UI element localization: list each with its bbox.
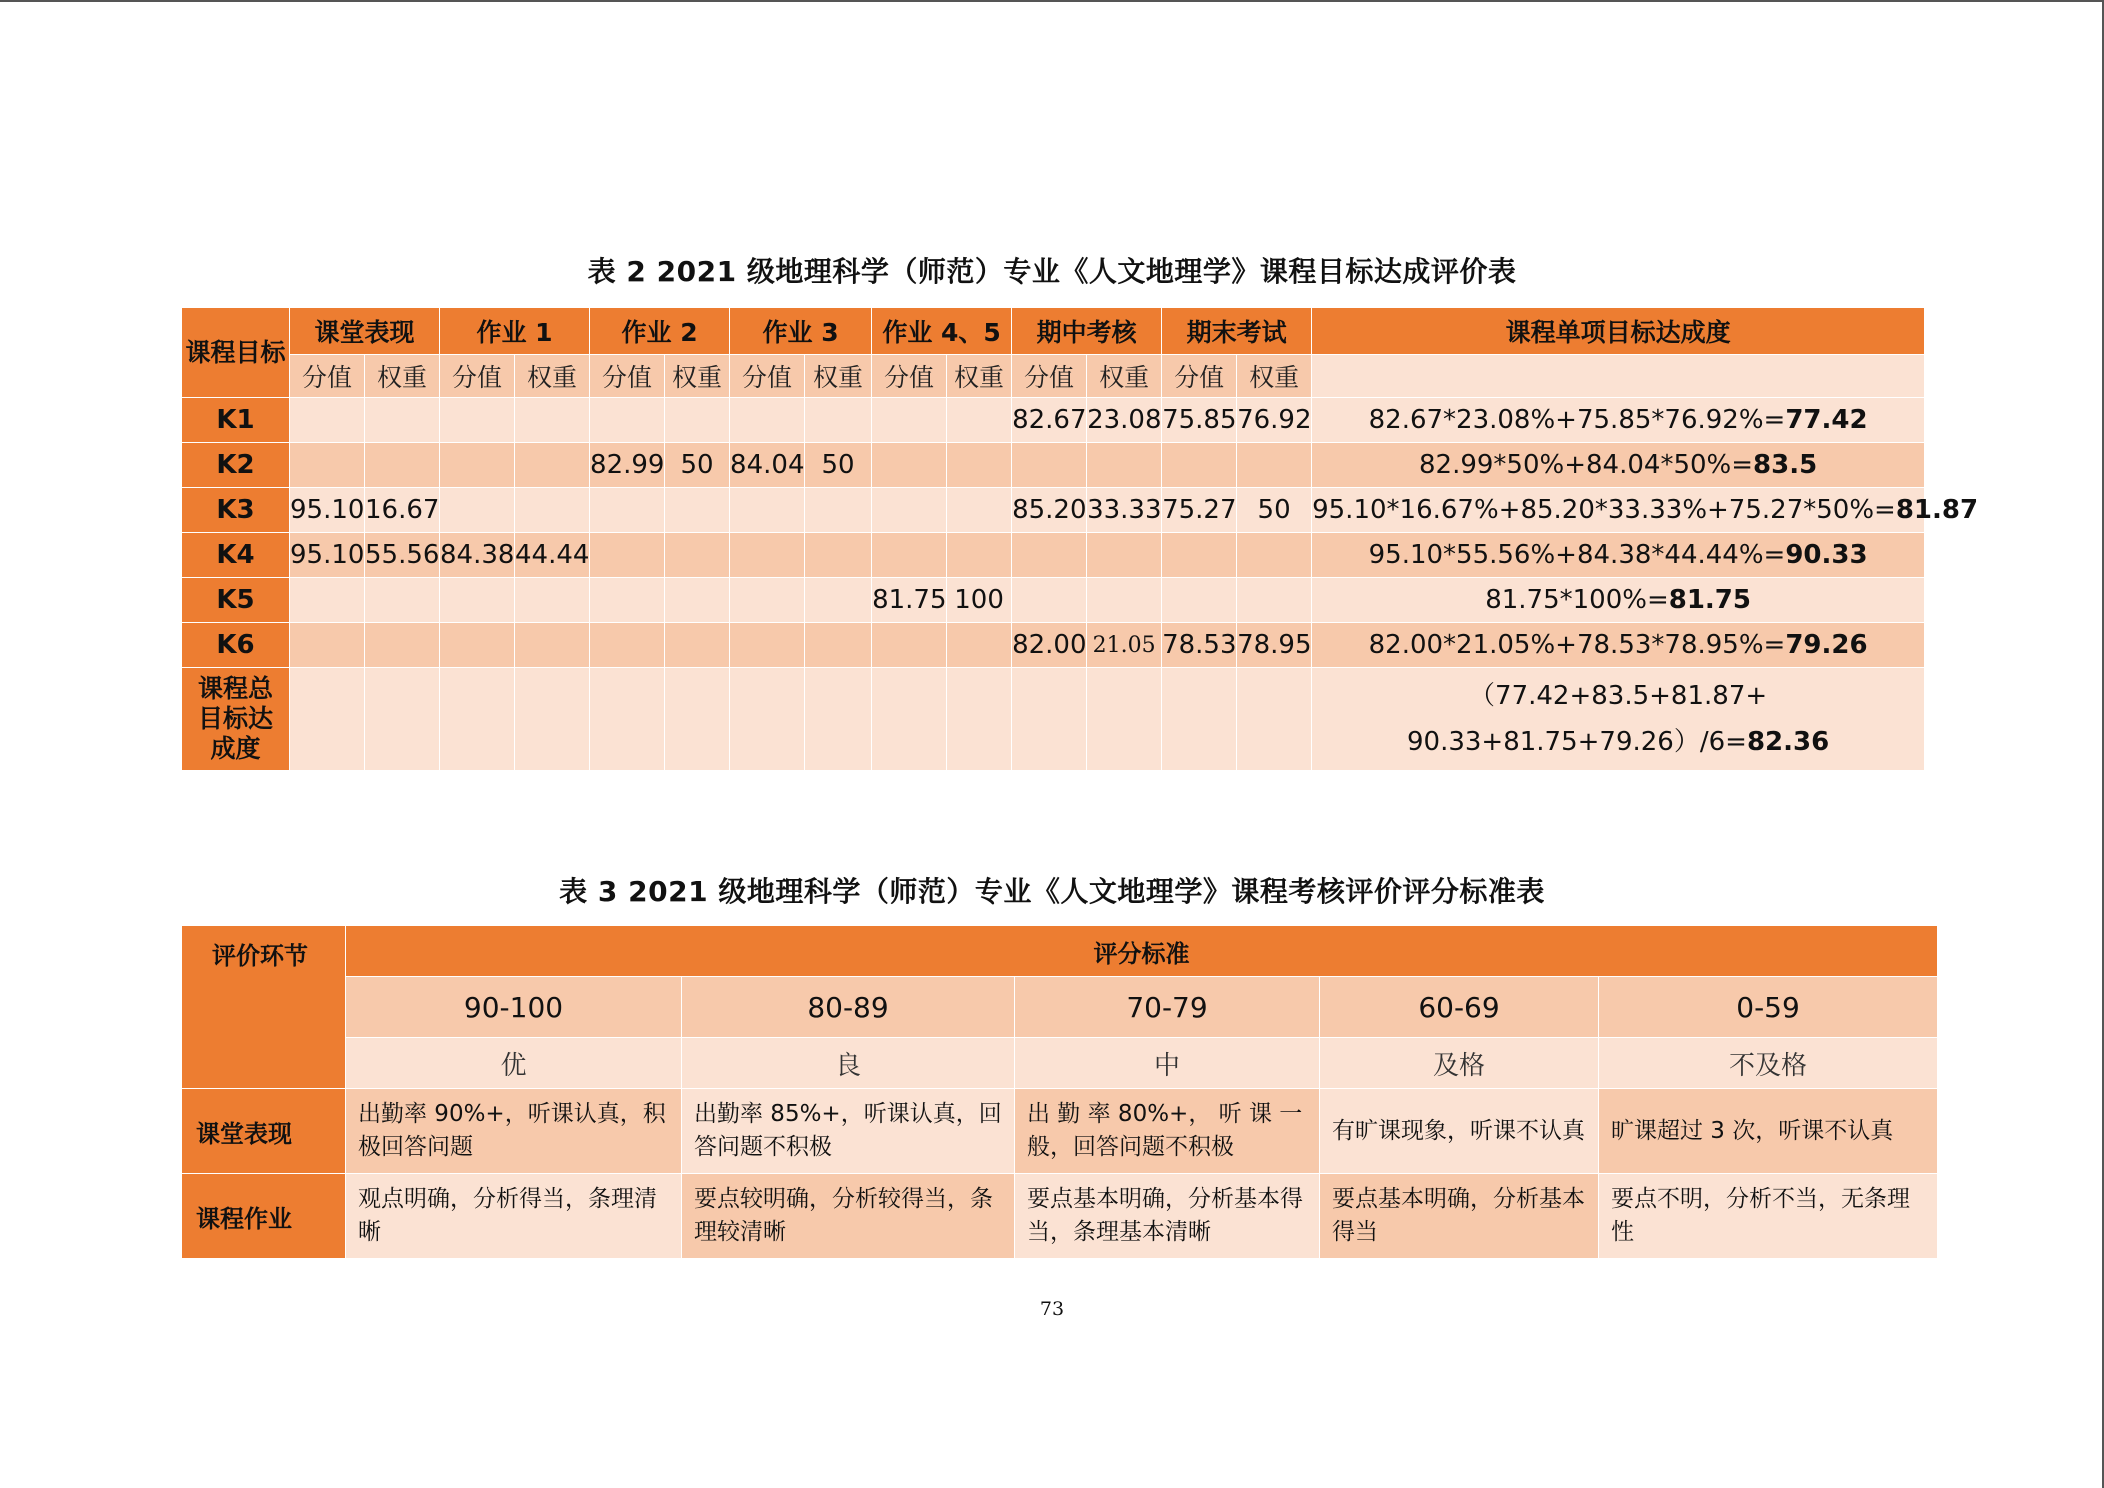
score-cell: [730, 623, 805, 668]
score-cell: [805, 398, 872, 443]
row-label: K4: [182, 533, 290, 578]
score-cell: [290, 578, 365, 623]
score-cell: [872, 398, 947, 443]
score-cell: [590, 398, 665, 443]
criteria-cell: 有旷课现象，听课不认真: [1320, 1089, 1599, 1174]
score-cell: [515, 578, 590, 623]
sub-header: 分值: [730, 355, 805, 398]
total-achievement: （77.42+83.5+81.87+ 90.33+81.75+79.26）/6=82.36: [1312, 668, 1925, 771]
group-header-hw2: 作业 2: [590, 308, 730, 355]
eval-stage-label: 课程作业: [182, 1174, 346, 1259]
score-cell: [440, 623, 515, 668]
score-cell: [665, 623, 730, 668]
row-label: K6: [182, 623, 290, 668]
score-cell: [730, 578, 805, 623]
score-range: 90-100: [346, 977, 682, 1038]
score-cell: [365, 443, 440, 488]
score-cell: [1087, 533, 1162, 578]
score-cell: 78.53: [1162, 623, 1237, 668]
grade-label: 不及格: [1599, 1038, 1938, 1089]
score-cell: 75.85: [1162, 398, 1237, 443]
score-cell: 82.67: [1012, 398, 1087, 443]
row-label: K3: [182, 488, 290, 533]
achievement-cell: 82.00*21.05%+78.53*78.95%=79.26: [1312, 623, 1925, 668]
criteria-cell: 要点不明，分析不当，无条理性: [1599, 1174, 1938, 1259]
score-cell: [440, 578, 515, 623]
score-cell: 23.08: [1087, 398, 1162, 443]
table-row: [182, 398, 1925, 443]
score-cell: 50: [805, 443, 872, 488]
eval-stage-label: 课堂表现: [182, 1089, 346, 1174]
score-cell: [590, 488, 665, 533]
achievement-cell: 81.75*100%=81.75: [1312, 578, 1925, 623]
sub-header: 权重: [365, 355, 440, 398]
score-cell: [440, 488, 515, 533]
score-cell: 44.44: [515, 533, 590, 578]
row-label: K5: [182, 578, 290, 623]
score-cell: 55.56: [365, 533, 440, 578]
score-cell: 85.20: [1012, 488, 1087, 533]
table-row: [182, 1089, 1938, 1174]
score-cell: [590, 623, 665, 668]
score-cell: [665, 488, 730, 533]
score-cell: 50: [665, 443, 730, 488]
score-cell: [872, 533, 947, 578]
group-header-hw3: 作业 3: [730, 308, 872, 355]
score-cell: [872, 623, 947, 668]
score-cell: [440, 443, 515, 488]
score-cell: [590, 533, 665, 578]
grade-label: 良: [682, 1038, 1015, 1089]
group-header-final: 期末考试: [1162, 308, 1312, 355]
table-row: [182, 623, 1925, 668]
group-header-hw1: 作业 1: [440, 308, 590, 355]
score-range: 80-89: [682, 977, 1015, 1038]
corner-header: 课程目标: [182, 308, 290, 398]
score-cell: [805, 533, 872, 578]
score-cell: 84.38: [440, 533, 515, 578]
score-cell: [1237, 533, 1312, 578]
score-range: 70-79: [1015, 977, 1320, 1038]
sub-header: 权重: [665, 355, 730, 398]
achievement-cell: 95.10*16.67%+85.20*33.33%+75.27*50%=81.87: [1312, 488, 1925, 533]
score-cell: [947, 398, 1012, 443]
achievement-table: [181, 307, 1979, 771]
sub-header: 分值: [872, 355, 947, 398]
score-cell: [947, 488, 1012, 533]
score-cell: [590, 578, 665, 623]
row-label: K1: [182, 398, 290, 443]
criteria-cell: 要点基本明确，分析基本得当，条理基本清晰: [1015, 1174, 1320, 1259]
score-cell: [290, 623, 365, 668]
table-row: [182, 533, 1925, 578]
sub-header: 分值: [290, 355, 365, 398]
score-cell: [1162, 533, 1237, 578]
grade-label: 及格: [1320, 1038, 1599, 1089]
score-cell: 78.95: [1237, 623, 1312, 668]
table-row: [182, 578, 1925, 623]
score-cell: [665, 533, 730, 578]
score-cell: 100: [947, 578, 1012, 623]
score-cell: 95.10: [290, 488, 365, 533]
group-header-hw45: 作业 4、5: [872, 308, 1012, 355]
criteria-cell: 出 勤 率 80%+， 听 课 一般，回答问题不积极: [1015, 1089, 1320, 1174]
score-cell: [515, 623, 590, 668]
score-cell: [730, 488, 805, 533]
score-cell: [290, 443, 365, 488]
score-cell: [665, 398, 730, 443]
criteria-header: 评分标准: [346, 926, 1938, 977]
score-cell: [805, 623, 872, 668]
sub-header: 分值: [590, 355, 665, 398]
criteria-cell: 出勤率 90%+，听课认真，积极回答问题: [346, 1089, 682, 1174]
achievement-cell: 82.99*50%+84.04*50%=83.5: [1312, 443, 1925, 488]
achievement-cell: 95.10*55.56%+84.38*44.44%=90.33: [1312, 533, 1925, 578]
score-cell: [1087, 578, 1162, 623]
row-label: K2: [182, 443, 290, 488]
score-cell: [665, 578, 730, 623]
page-number: 73: [1039, 1298, 1065, 1320]
score-cell: [365, 578, 440, 623]
score-cell: [1237, 578, 1312, 623]
score-cell: [1162, 443, 1237, 488]
score-cell: 82.00: [1012, 623, 1087, 668]
sub-header: 权重: [1087, 355, 1162, 398]
table-row: [182, 488, 1925, 533]
score-cell: [365, 623, 440, 668]
score-cell: [947, 623, 1012, 668]
score-cell: [1237, 443, 1312, 488]
score-cell: 33.33: [1087, 488, 1162, 533]
score-cell: [515, 488, 590, 533]
score-cell: [440, 398, 515, 443]
score-cell: 81.75: [872, 578, 947, 623]
score-range: 60-69: [1320, 977, 1599, 1038]
criteria-cell: 要点较明确，分析较得当，条理较清晰: [682, 1174, 1015, 1259]
score-cell: [872, 488, 947, 533]
table-row: [182, 443, 1925, 488]
result-header: 课程单项目标达成度: [1312, 308, 1925, 355]
score-cell: 95.10: [290, 533, 365, 578]
score-cell: [365, 398, 440, 443]
table-row: [182, 1174, 1938, 1259]
score-cell: 21.05: [1087, 623, 1162, 668]
table3-caption: 表 3 2021 级地理科学（师范）专业《人文地理学》课程考核评价评分标准表: [559, 875, 1545, 908]
score-cell: [1012, 533, 1087, 578]
table2-caption: 表 2 2021 级地理科学（师范）专业《人文地理学》课程目标达成评价表: [587, 255, 1517, 288]
score-cell: [730, 398, 805, 443]
score-cell: [515, 398, 590, 443]
score-cell: [290, 398, 365, 443]
grade-label: 优: [346, 1038, 682, 1089]
score-cell: [730, 533, 805, 578]
criteria-cell: 旷课超过 3 次，听课不认真: [1599, 1089, 1938, 1174]
achievement-cell: 82.67*23.08%+75.85*76.92%=77.42: [1312, 398, 1925, 443]
result-subheader-blank: [1312, 355, 1925, 398]
score-cell: 16.67: [365, 488, 440, 533]
grading-standard-table: [181, 925, 1938, 1259]
group-header-classroom: 课堂表现: [290, 308, 440, 355]
total-label: 课程总 目标达 成度: [182, 668, 290, 771]
sub-header: 权重: [805, 355, 872, 398]
eval-stage-header: 评价环节: [182, 926, 346, 1089]
score-cell: [515, 443, 590, 488]
score-cell: [947, 443, 1012, 488]
sub-header: 权重: [947, 355, 1012, 398]
group-header-midterm: 期中考核: [1012, 308, 1162, 355]
sub-header: 权重: [515, 355, 590, 398]
grade-label: 中: [1015, 1038, 1320, 1089]
score-cell: [805, 578, 872, 623]
score-cell: [872, 443, 947, 488]
score-cell: [1012, 443, 1087, 488]
score-range: 0-59: [1599, 977, 1938, 1038]
score-cell: 75.27: [1162, 488, 1237, 533]
sub-header: 分值: [1162, 355, 1237, 398]
score-cell: [805, 488, 872, 533]
criteria-cell: 出勤率 85%+，听课认真，回答问题不积极: [682, 1089, 1015, 1174]
score-cell: [1012, 578, 1087, 623]
sub-header: 分值: [1012, 355, 1087, 398]
score-cell: 84.04: [730, 443, 805, 488]
score-cell: [1162, 578, 1237, 623]
score-cell: 82.99: [590, 443, 665, 488]
score-cell: [947, 533, 1012, 578]
sub-header: 权重: [1237, 355, 1312, 398]
score-cell: [1087, 443, 1162, 488]
criteria-cell: 要点基本明确，分析基本得当: [1320, 1174, 1599, 1259]
score-cell: 50: [1237, 488, 1312, 533]
sub-header: 分值: [440, 355, 515, 398]
score-cell: 76.92: [1237, 398, 1312, 443]
criteria-cell: 观点明确，分析得当，条理清晰: [346, 1174, 682, 1259]
